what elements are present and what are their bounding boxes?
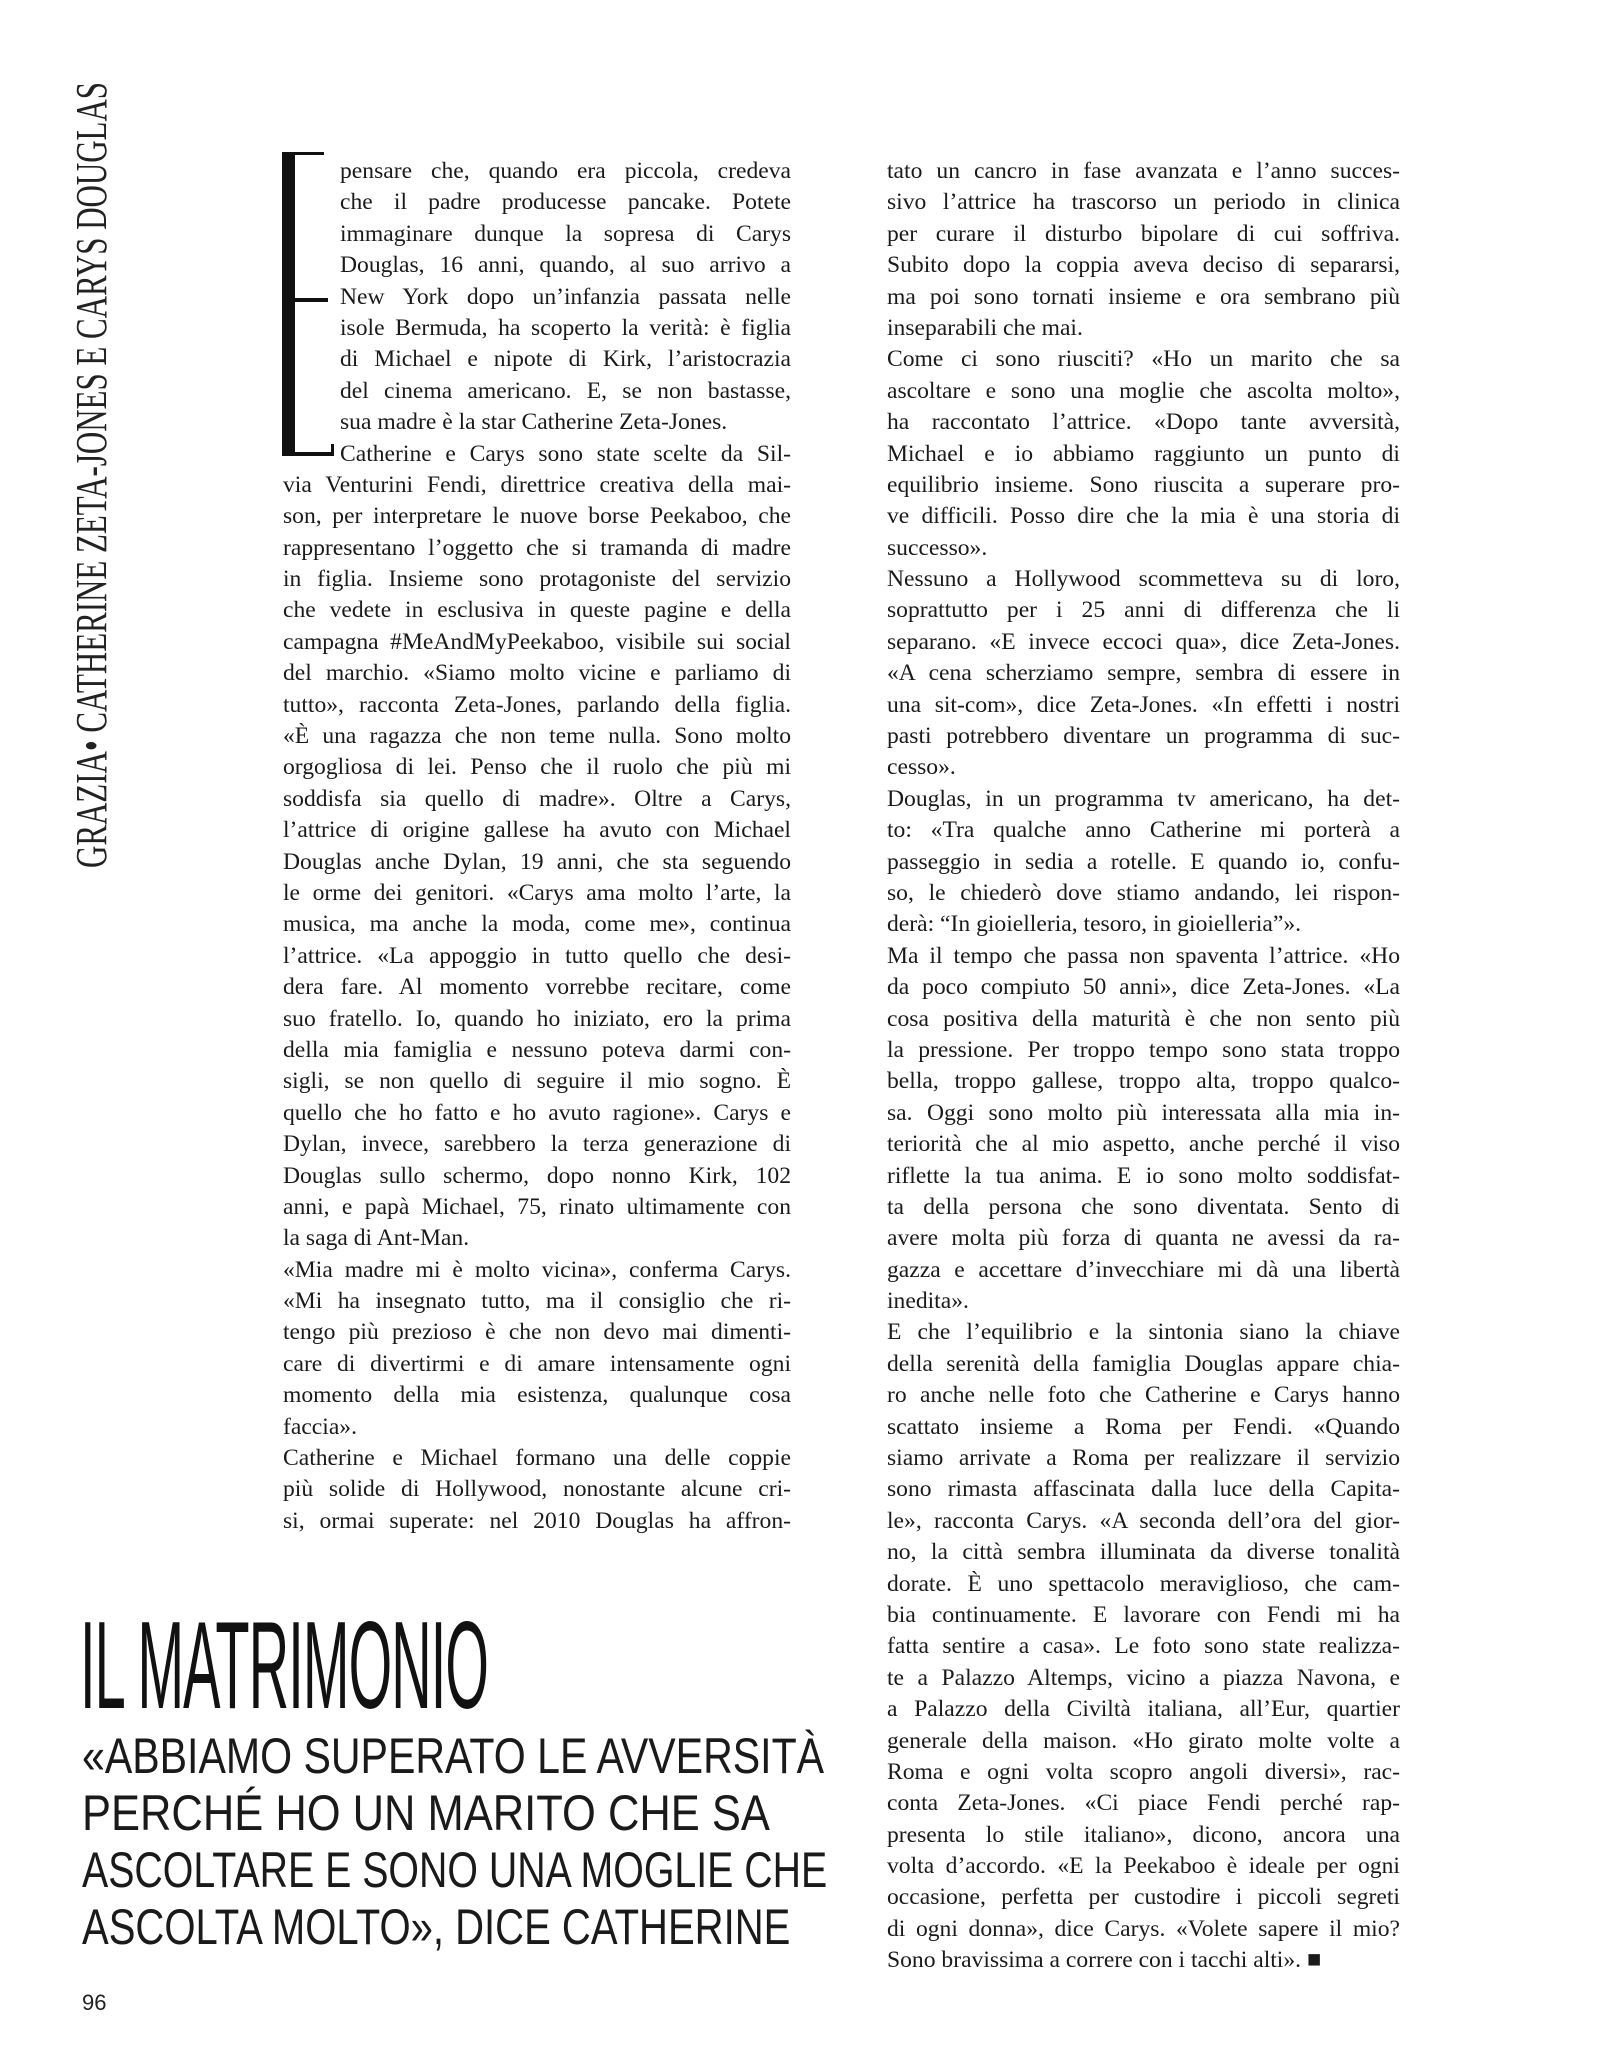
text-line: del marchio. «Siamo molto vicine e parliamo di bbox=[283, 660, 791, 687]
text-line: campagna #MeAndMyPeekaboo, visibile sui social bbox=[283, 628, 791, 655]
text-line: del cinema americano. E, se non bastasse, bbox=[340, 377, 791, 404]
text-line: cosa positiva della maturità è che non sento più bbox=[887, 1005, 1400, 1032]
pull-quote-line bbox=[82, 1842, 1030, 1899]
pull-quote-line bbox=[82, 1728, 1030, 1785]
text-line: pensare che, quando era piccola, credeva bbox=[340, 158, 791, 184]
text-line: Come ci sono riusciti? «Ho un marito che sa bbox=[887, 346, 1400, 373]
text-line: derà: “In gioielleria, tesoro, in gioielleria”». bbox=[887, 911, 1302, 938]
text-line: teriorità che al mio aspetto, anche perché il viso bbox=[887, 1131, 1400, 1158]
text-line: a Palazzo della Civiltà italiana, all’Eur, quartier bbox=[887, 1696, 1400, 1723]
text-line: Sono bravissima a correre con i tacchi alti». ■ bbox=[887, 1947, 1322, 1974]
text-line: bella, troppo gallese, troppo alta, troppo qualco- bbox=[887, 1068, 1400, 1095]
text-line: di ogni donna», dice Carys. «Volete sapere il mio? bbox=[887, 1915, 1400, 1942]
text-line: rappresentano l’oggetto che si tramanda di madre bbox=[283, 534, 791, 561]
text-line: orgogliosa di lei. Penso che il ruolo che più mi bbox=[283, 754, 791, 781]
text-line: Roma e ogni volta scopro angoli diversi», rac- bbox=[887, 1758, 1400, 1785]
pull-quote-line-text: PERCHÉ HO UN MARITO CHE SA bbox=[82, 1785, 770, 1841]
text-line: Douglas, 16 anni, quando, al suo arrivo a bbox=[340, 252, 791, 279]
text-line: Catherine e Michael formano una delle coppie bbox=[283, 1445, 791, 1472]
text-line: ha raccontato l’attrice. «Dopo tante avversità, bbox=[887, 409, 1400, 436]
text-line: equilibrio insieme. Sono riuscita a superare pro- bbox=[887, 471, 1400, 498]
text-line: Dylan, invece, sarebbero la terza generazione di bbox=[283, 1131, 791, 1158]
text-line: avere molta più forza di quanta ne avessi da ra- bbox=[887, 1225, 1400, 1252]
text-line: ma poi sono tornati insieme e ora sembrano più bbox=[887, 283, 1400, 310]
text-line: bia continuamente. E lavorare con Fendi mi ha bbox=[887, 1601, 1400, 1628]
text-line: Nessuno a Hollywood scommetteva su di loro, bbox=[887, 566, 1400, 593]
running-title-text: GRAZIA• CATHERINE ZETA-JONES E CARYS DOUGLAS bbox=[67, 82, 116, 868]
text-line: E che l’equilibrio e la sintonia siano la chiave bbox=[887, 1319, 1400, 1346]
text-line: generale della maison. «Ho girato molte volte a bbox=[887, 1727, 1400, 1754]
text-line: le», racconta Carys. «A seconda dell’ora del gior- bbox=[887, 1507, 1400, 1534]
text-line: dorate. È uno spettacolo meraviglioso, che cam- bbox=[887, 1570, 1400, 1597]
text-line: so, le chiederò dove stiamo andando, lei rispon- bbox=[887, 879, 1400, 906]
pull-quote bbox=[82, 1728, 1030, 1956]
text-line: Michael e io abbiamo raggiunto un punto di bbox=[887, 440, 1400, 467]
text-line: sa. Oggi sono molto più interessata alla mia in- bbox=[887, 1099, 1400, 1126]
text-line: soprattutto per i 25 anni di differenza che li bbox=[887, 597, 1400, 624]
text-line: ascoltare e sono una moglie che ascolta molto», bbox=[887, 377, 1400, 404]
text-line: scattato insieme a Roma per Fendi. «Quando bbox=[887, 1413, 1400, 1440]
pull-quote-line-text: ASCOLTA MOLTO», DICE CATHERINE bbox=[82, 1899, 791, 1955]
text-line: sigli, se non quello di seguire il mio sogno. È bbox=[283, 1068, 791, 1095]
pull-quote-line bbox=[82, 1785, 1030, 1842]
text-line: Douglas anche Dylan, 19 anni, che sta seguendo bbox=[283, 848, 791, 875]
text-line: anni, e papà Michael, 75, rinato ultimamente con bbox=[283, 1193, 791, 1220]
text-line: riflette la tua anima. E io sono molto soddisfat- bbox=[887, 1162, 1400, 1189]
text-line: sivo l’attrice ha trascorso un periodo in clinica bbox=[887, 189, 1400, 216]
text-line: immaginare dunque la sopresa di Carys bbox=[340, 220, 791, 247]
text-line: «A cena scherziamo sempre, sembra di essere in bbox=[887, 660, 1400, 687]
text-line: volta d’accordo. «E la Peekaboo è ideale per ogni bbox=[887, 1853, 1400, 1880]
text-line: soddisfa sia quello di madre». Oltre a Carys, bbox=[283, 785, 791, 812]
text-line: l’attrice. «La appoggio in tutto quello che desi- bbox=[283, 942, 791, 969]
text-line: Douglas, in un programma tv americano, ha det- bbox=[887, 785, 1400, 812]
text-line: una sit-com», dice Zeta-Jones. «In effetti i nostri bbox=[887, 691, 1400, 718]
pull-quote-line-text: ASCOLTARE E SONO UNA MOGLIE CHE bbox=[82, 1842, 828, 1898]
text-line: ro anche nelle foto che Catherine e Carys hanno bbox=[887, 1382, 1400, 1409]
text-line: te a Palazzo Altemps, vicino a piazza Navona, e bbox=[887, 1664, 1400, 1691]
text-line: Subito dopo la coppia aveva deciso di separarsi, bbox=[887, 252, 1400, 279]
text-line: della serenità della famiglia Douglas appare chia- bbox=[887, 1350, 1400, 1377]
text-line: inseparabili che mai. bbox=[887, 314, 1083, 341]
text-line: sono rimasta affascinata dalla luce della Capita- bbox=[887, 1476, 1400, 1503]
text-line: to: «Tra qualche anno Catherine mi porterà a bbox=[887, 817, 1400, 844]
running-title bbox=[67, 82, 116, 868]
text-line: musica, ma anche la moda, come me», continua bbox=[283, 911, 791, 938]
text-line: quello che ho fatto e ho avuto ragione». Carys e bbox=[283, 1099, 791, 1126]
text-line: ve difficili. Posso dire che la mia è una storia di bbox=[887, 503, 1400, 530]
text-line: più solide di Hollywood, nonostante alcune cri- bbox=[283, 1476, 791, 1503]
text-line: dera fare. Al momento vorrebbe recitare, come bbox=[283, 974, 791, 1001]
text-line: Catherine e Carys sono state scelte da Sil- bbox=[340, 440, 791, 467]
text-line: da poco compiuto 50 anni», dice Zeta-Jones. «La bbox=[887, 974, 1400, 1001]
text-line: isole Bermuda, ha scoperto la verità: è figlia bbox=[340, 314, 791, 341]
text-line: della mia famiglia e nessuno poteva darmi con- bbox=[283, 1036, 791, 1063]
text-line: ta della persona che sono diventata. Sento di bbox=[887, 1193, 1400, 1220]
text-line: la pressione. Per troppo tempo sono stata troppo bbox=[887, 1036, 1400, 1063]
text-line: sua madre è la star Catherine Zeta-Jones. bbox=[340, 409, 728, 436]
text-line: in figlia. Insieme sono protagoniste del servizio bbox=[283, 566, 791, 593]
text-line: occasione, perfetta per custodire i piccoli segreti bbox=[887, 1884, 1400, 1911]
text-line: successo». bbox=[887, 534, 988, 561]
text-line: tengo più prezioso è che non devo mai dimenti- bbox=[283, 1319, 791, 1346]
article-left-column bbox=[283, 156, 791, 1537]
text-line: via Venturini Fendi, direttrice creativa della mai- bbox=[283, 471, 791, 498]
pull-quote-line bbox=[82, 1899, 1030, 1956]
text-line: le orme dei genitori. «Carys ama molto l’arte, la bbox=[283, 879, 791, 906]
text-line: cesso». bbox=[887, 754, 956, 781]
text-line: «È una ragazza che non teme nulla. Sono molto bbox=[283, 723, 791, 750]
text-line: momento della mia esistenza, qualunque cosa bbox=[283, 1382, 791, 1409]
text-line: inedita». bbox=[887, 1288, 969, 1315]
text-line: si, ormai superate: nel 2010 Douglas ha affron- bbox=[283, 1507, 791, 1534]
text-line: di Michael e nipote di Kirk, l’aristocrazia bbox=[340, 346, 791, 373]
text-line: la saga di Ant-Man. bbox=[283, 1225, 470, 1252]
text-line: conta Zeta-Jones. «Ci piace Fendi perché rap- bbox=[887, 1790, 1400, 1817]
text-line: pasti potrebbero diventare un programma di suc- bbox=[887, 723, 1400, 750]
text-line: separano. «E invece eccoci qua», dice Zeta-Jones. bbox=[887, 628, 1400, 655]
text-line: no, la città sembra illuminata da diverse tonalità bbox=[887, 1539, 1400, 1566]
text-line: che vedete in esclusiva in queste pagine e della bbox=[283, 597, 791, 624]
pull-quote-line-text: «ABBIAMO SUPERATO LE AVVERSITÀ bbox=[82, 1728, 825, 1784]
text-line: suo fratello. Io, quando ho iniziato, ero la prima bbox=[283, 1005, 791, 1032]
text-line: care di divertirmi e di amare intensamente ogni bbox=[283, 1350, 791, 1377]
text-line: che il padre producesse pancake. Potete bbox=[340, 189, 791, 216]
text-line: gazza e accettare d’invecchiare mi dà una libertà bbox=[887, 1256, 1400, 1283]
text-line: «Mia madre mi è molto vicina», conferma Carys. bbox=[283, 1256, 791, 1283]
text-line: siamo arrivate a Roma per realizzare il servizio bbox=[887, 1445, 1400, 1472]
text-line: per curare il disturbo bipolare di cui soffriva. bbox=[887, 220, 1400, 247]
text-line: son, per interpretare le nuove borse Peekaboo, che bbox=[283, 503, 791, 530]
text-line: passeggio in sedia a rotelle. E quando io, confu- bbox=[887, 848, 1400, 875]
text-line: «Mi ha insegnato tutto, ma il consiglio che ri- bbox=[283, 1288, 791, 1315]
pull-quote-title bbox=[80, 1597, 984, 1735]
text-line: New York dopo un’infanzia passata nelle bbox=[340, 283, 791, 310]
text-line: Douglas sullo schermo, dopo nonno Kirk, 102 bbox=[283, 1162, 791, 1189]
text-line: presenta lo stile italiano», dicono, ancora una bbox=[887, 1821, 1400, 1848]
text-line: tato un cancro in fase avanzata e l’anno succes- bbox=[887, 158, 1400, 184]
pull-quote-title-text: IL MATRIMONIO bbox=[80, 1597, 488, 1735]
text-line: faccia». bbox=[283, 1413, 357, 1440]
text-line: fatta sentire a casa». Le foto sono state realizza- bbox=[887, 1633, 1400, 1660]
text-line: tutto», racconta Zeta-Jones, parlando della figlia. bbox=[283, 691, 791, 718]
page-number: 96 bbox=[82, 1990, 107, 2015]
text-line: Ma il tempo che passa non spaventa l’attrice. «Ho bbox=[887, 942, 1400, 969]
text-line: l’attrice di origine gallese ha avuto con Michael bbox=[283, 817, 791, 844]
